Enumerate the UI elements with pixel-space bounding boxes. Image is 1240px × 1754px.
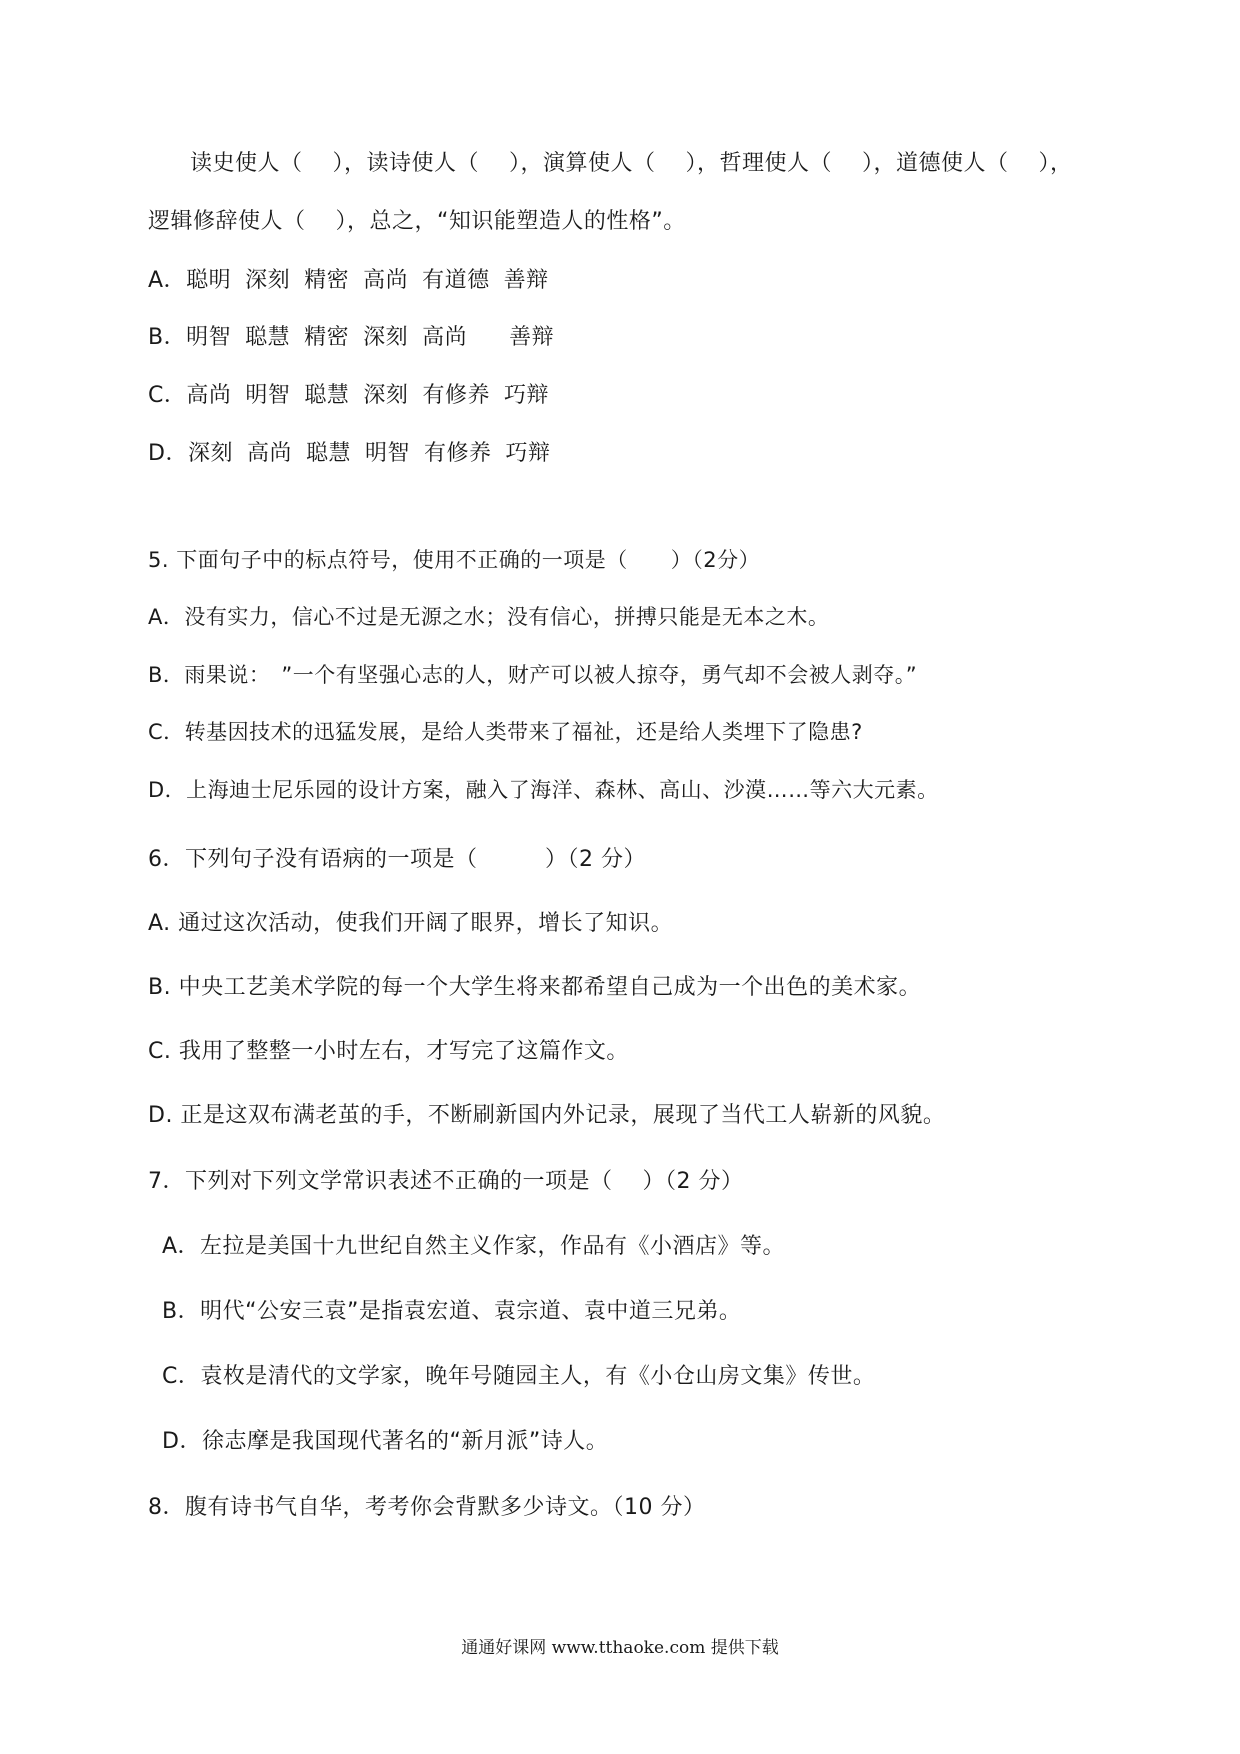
q4-stem-line1: 读史使人（ ），读诗使人（ ），演算使人（ ），哲理使人（ ），道德使人（ ），: [190, 151, 1073, 176]
q5-stem: 5. 下面句子中的标点符号，使用不正确的一项是（ ）（2分）: [148, 548, 761, 572]
q6-stem: 6．下列句子没有语病的一项是（ ）（2 分）: [148, 847, 646, 872]
q4-option-a: A．聪明 深刻 精密 高尚 有道德 善辩: [148, 268, 549, 293]
q6-option-b: B. 中央工艺美术学院的每一个大学生将来都希望自己成为一个出色的美术家。: [148, 975, 922, 1000]
option-letter: C．: [148, 383, 187, 408]
q5-option-d: D．上海迪士尼乐园的设计方案，融入了海洋、森林、高山、沙漠……等六大元素。: [148, 778, 939, 802]
page-footer: 通通好课网 www.tthaoke.com 提供下载: [461, 1638, 779, 1658]
q7-option-a: A．左拉是美国十九世纪自然主义作家，作品有《小酒店》等。: [162, 1234, 786, 1259]
q8-stem: 8．腹有诗书气自华，考考你会背默多少诗文。（10 分）: [148, 1495, 706, 1520]
q6-option-a: A. 通过这次活动，使我们开阔了眼界，增长了知识。: [148, 911, 674, 936]
q7-option-b: B．明代“公安三袁”是指袁宏道、袁宗道、袁中道三兄弟。: [162, 1299, 742, 1324]
option-letter: B．: [148, 325, 187, 350]
q6-option-c: C. 我用了整整一小时左右，才写完了这篇作文。: [148, 1039, 629, 1064]
q5-option-a: A．没有实力，信心不过是无源之水；没有信心，拼搏只能是无本之木。: [148, 605, 830, 629]
q7-option-d: D．徐志摩是我国现代著名的“新月派”诗人。: [162, 1429, 609, 1454]
q5-option-b: B．雨果说： ”一个有坚强心志的人，财产可以被人掠夺，勇气却不会被人剥夺。”: [148, 663, 918, 687]
q4-option-c: C．高尚 明智 聪慧 深刻 有修养 巧辩: [148, 383, 549, 408]
q6-option-d: D. 正是这双布满老茧的手，不断刷新国内外记录，展现了当代工人崭新的风貌。: [148, 1103, 946, 1128]
q4-option-d: D．深刻 高尚 聪慧 明智 有修养 巧辩: [148, 441, 551, 466]
q7-stem: 7．下列对下列文学常识表述不正确的一项是（ ）（2 分）: [148, 1169, 744, 1194]
q4-option-b: B．明智 聪慧 精密 深刻 高尚 善辩: [148, 325, 555, 350]
option-letter: D．: [148, 441, 188, 466]
q7-option-c: C．袁枚是清代的文学家，晚年号随园主人，有《小仓山房文集》传世。: [162, 1364, 876, 1389]
q5-option-c: C．转基因技术的迅猛发展，是给人类带来了福祉，还是给人类埋下了隐患?: [148, 720, 863, 744]
option-letter: A．: [148, 268, 187, 293]
q4-stem-line2: 逻辑修辞使人（ ），总之，“知识能塑造人的性格”。: [148, 209, 686, 234]
